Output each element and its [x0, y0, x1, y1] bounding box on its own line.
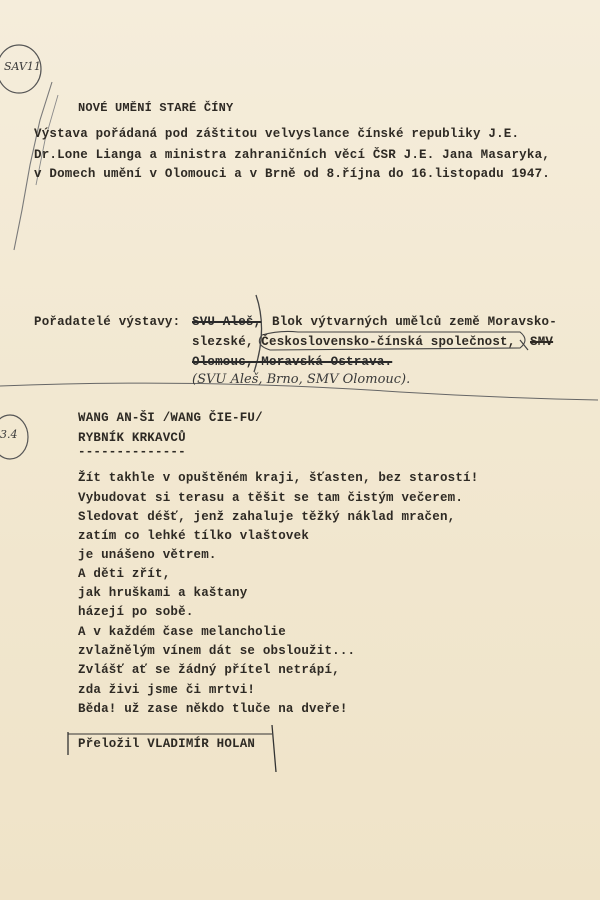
organizers-struck-line-3: Olomouc, Moravská Ostrava. [192, 355, 393, 369]
poem-title: RYBNÍK KRKAVCŮ [78, 431, 186, 445]
organizers-struck-1: SVU Aleš, [192, 315, 262, 329]
margin-mark-top: SAV11 [4, 60, 41, 73]
poem-line: zda živi jsme či mrtvi! [78, 683, 256, 697]
poem-line: zatím co lehké tílko vlaštovek [78, 529, 310, 543]
poem-line: Zvlášť ať se žádný přítel netrápí, [78, 663, 340, 677]
poem-author: WANG AN-ŠI /WANG ČIE-FU/ [78, 411, 263, 425]
organizers-line-2: slezské, Československo-čínská společnost, [192, 335, 516, 349]
poem-line: je unášeno větrem. [78, 548, 217, 562]
organizers-struck-2: SMV [530, 335, 554, 349]
organizers-handwritten-note: (SVU Aleš, Brno, SMV Olomouc). [192, 372, 411, 387]
poem-line: Vybudovat si terasu a těšit se tam čistým večerem. [78, 491, 464, 505]
margin-mark-middle: 3.4 [0, 428, 18, 441]
header-line-2: Dr.Lone Lianga a ministra zahraničních věcí ČSR J.E. Jana Masaryka, [34, 148, 550, 162]
pencil-bracket [272, 725, 276, 772]
poem-line: A v každém čase melancholie [78, 625, 286, 639]
poem-line: Běda! už zase někdo tluče na dveře! [78, 702, 348, 716]
poem-line: zvlažnělým vínem dát se obsloužit... [78, 644, 356, 658]
organizers-line-1: Blok výtvarných umělců země Moravsko- [272, 315, 557, 329]
poem-title-underline: -------------- [78, 445, 186, 459]
header-line-1: Výstava pořádaná pod záštitou velvyslance čínské republiky J.E. [34, 127, 520, 141]
poem-line: jak hruškami a kaštany [78, 586, 248, 600]
document-title: NOVÉ UMĚNÍ STARÉ ČÍNY [78, 101, 234, 115]
poem-line: házejí po sobě. [78, 605, 194, 619]
translator-credit: Přeložil VLADIMÍR HOLAN [78, 737, 256, 751]
poem-line: Sledovat déšť, jenž zahaluje těžký náklad mračen, [78, 510, 456, 524]
organizers-label: Pořadatelé výstavy: [34, 315, 181, 329]
header-line-3: v Domech umění v Olomouci a v Brně od 8.října do 16.listopadu 1947. [34, 167, 550, 181]
poem-line: Žít takhle v opuštěném kraji, šťasten, bez starostí! [78, 471, 479, 485]
pencil-tick [520, 340, 528, 350]
poem-line: A děti zřít, [78, 567, 171, 581]
